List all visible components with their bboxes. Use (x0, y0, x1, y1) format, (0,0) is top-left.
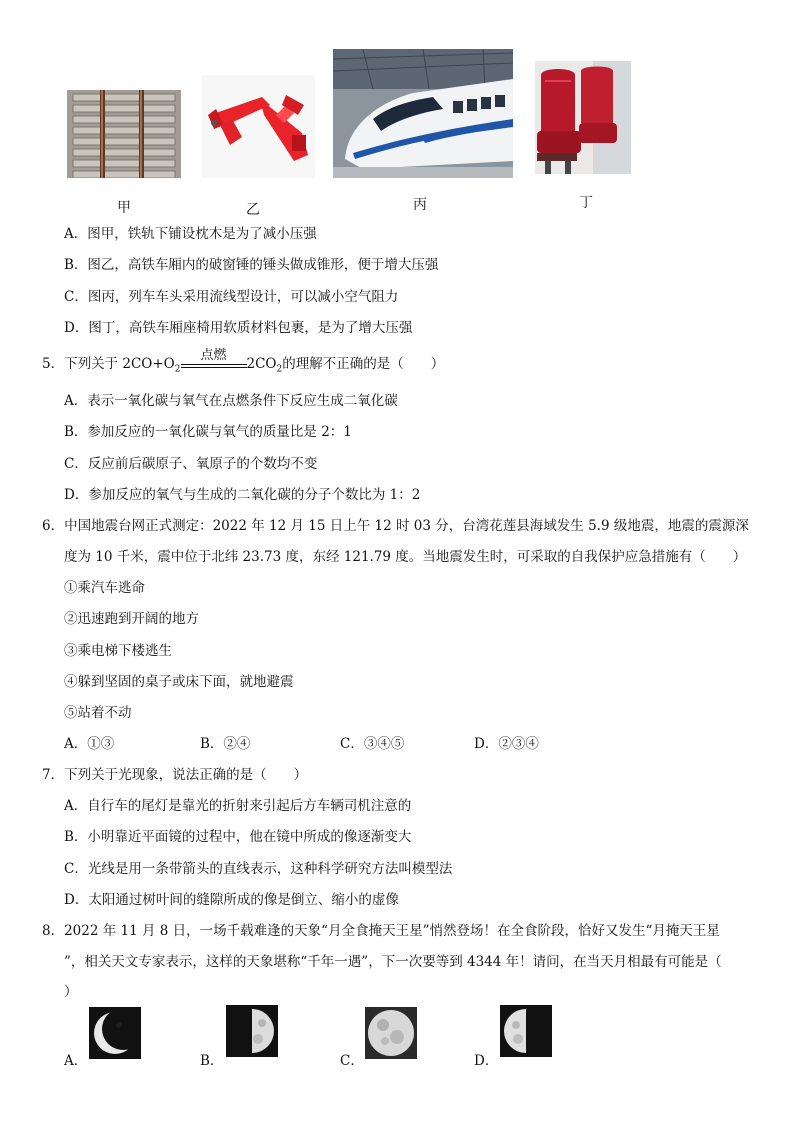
crescent-moon-icon (89, 1007, 141, 1059)
q8-option-d-label: D． (474, 1053, 499, 1069)
q7-option-b: B．小明靠近平面镜的过程中，他在镜中所成的像逐渐变大 (64, 829, 412, 845)
q6-option-b: B．②④ (200, 736, 251, 752)
q8-option-b-label: B． (200, 1053, 224, 1069)
full-moon-icon (365, 1007, 417, 1059)
q8-option-d-gibbous-moon (500, 1005, 552, 1057)
last-quarter-moon-icon (500, 1005, 552, 1057)
q5-product: 2CO (246, 356, 277, 372)
railway-tracks-image (67, 90, 181, 178)
q5-option-c: C．反应前后碳原子、氧原子的个数均不变 (64, 456, 318, 472)
q8-stem-line1: 8．2022 年 11 月 8 日，一场千载难逢的天象“月全食掩天王星”悄然登场！在全食阶段，恰好又发生“月掩天王星 (42, 923, 720, 939)
train-seats-image (535, 61, 631, 174)
caption-jia: 甲 (117, 200, 131, 216)
q6-option-a: A．①③ (64, 736, 115, 752)
q6-item-4: ④躲到坚固的桌子或床下面，就地避震 (64, 674, 294, 690)
q4-option-c: C．图丙，列车车头采用流线型设计，可以减小空气阻力 (64, 289, 399, 305)
q8-option-c-label: C． (340, 1053, 364, 1069)
q4-option-d: D．图丁，高铁车厢座椅用软质材料包裹，是为了增大压强 (64, 320, 413, 336)
q5-subscript-o2: 2 (174, 364, 181, 375)
q5-number: 5． (42, 356, 65, 372)
high-speed-train-image (333, 49, 513, 178)
q7-option-c: C．光线是用一条带箭头的直线表示，这种科学研究方法叫模型法 (64, 861, 453, 877)
q8-stem-line2: ”，相关天文专家表示，这样的天象堪称“千年一遇”，下一次要等到 4344 年！请问，在当天月相最有可能是（ (64, 954, 722, 970)
caption-ding: 丁 (579, 195, 593, 211)
q8-option-a-crescent-moon (89, 1007, 141, 1059)
figure-jia-railway-tracks (67, 90, 181, 178)
figure-ding-train-seats (535, 61, 631, 174)
q5-option-a: A．表示一氧化碳与氧气在点燃条件下反应生成二氧化碳 (64, 393, 398, 409)
q5-subscript-co2: 2 (276, 364, 283, 375)
q8-option-c-full-moon (365, 1007, 417, 1059)
caption-bing: 丙 (413, 197, 427, 213)
q8-option-b-half-moon (226, 1005, 278, 1057)
caption-yi: 乙 (246, 202, 260, 218)
q8-stem-line3: ） (64, 984, 78, 1000)
q5-stem (42, 347, 445, 375)
q7-option-a: A．自行车的尾灯是靠光的折射来引起后方车辆司机注意的 (64, 798, 412, 814)
q6-item-5: ⑤站着不动 (64, 705, 132, 721)
q6-option-d: D．②③④ (474, 736, 539, 752)
q5-stem-post: 的理解不正确的是（ ） (282, 356, 445, 372)
figure-yi-safety-hammer (202, 75, 315, 178)
q6-item-2: ②迅速跑到开阔的地方 (64, 611, 199, 627)
safety-hammer-image (202, 75, 315, 178)
first-quarter-moon-icon (226, 1005, 278, 1057)
q6-stem-line2: 度为 10 千米，震中位于北纬 23.73 度，东经 121.79 度。当地震发生时，可采取的自我保护应急措施有（ ） (64, 549, 747, 565)
q6-stem-line1: 6．中国地震台网正式测定：2022 年 12 月 15 日上午 12 时 03 分，台湾花莲县海域发生 5.9 级地震，地震的震源深 (42, 518, 749, 534)
q5-double-line (181, 364, 247, 368)
q5-condition: 点燃 (200, 347, 227, 363)
q7-option-d: D．太阳通过树叶间的缝隙所成的像是倒立、缩小的虚像 (64, 892, 399, 908)
q6-item-1: ①乘汽车逃命 (64, 580, 145, 596)
q4-option-a: A．图甲，铁轨下铺设枕木是为了减小压强 (64, 226, 317, 242)
q5-option-b: B．参加反应的一氧化碳与氧气的质量比是 2：1 (64, 424, 352, 440)
q5-option-d: D．参加反应的氧气与生成的二氧化碳的分子个数比为 1：2 (64, 487, 421, 503)
q5-equation-arrow (181, 347, 247, 372)
q6-option-c: C．③④⑤ (340, 736, 405, 752)
q6-item-3: ③乘电梯下楼逃生 (64, 643, 172, 659)
q5-stem-pre: 下列关于 2CO+O (64, 356, 175, 372)
q7-stem: 7．下列关于光现象，说法正确的是（ ） (42, 767, 308, 783)
q4-option-b: B．图乙，高铁车厢内的破窗锤的锤头做成锥形，便于增大压强 (64, 257, 439, 273)
figure-bing-high-speed-train (333, 49, 513, 178)
q8-option-a-label: A． (64, 1053, 88, 1069)
